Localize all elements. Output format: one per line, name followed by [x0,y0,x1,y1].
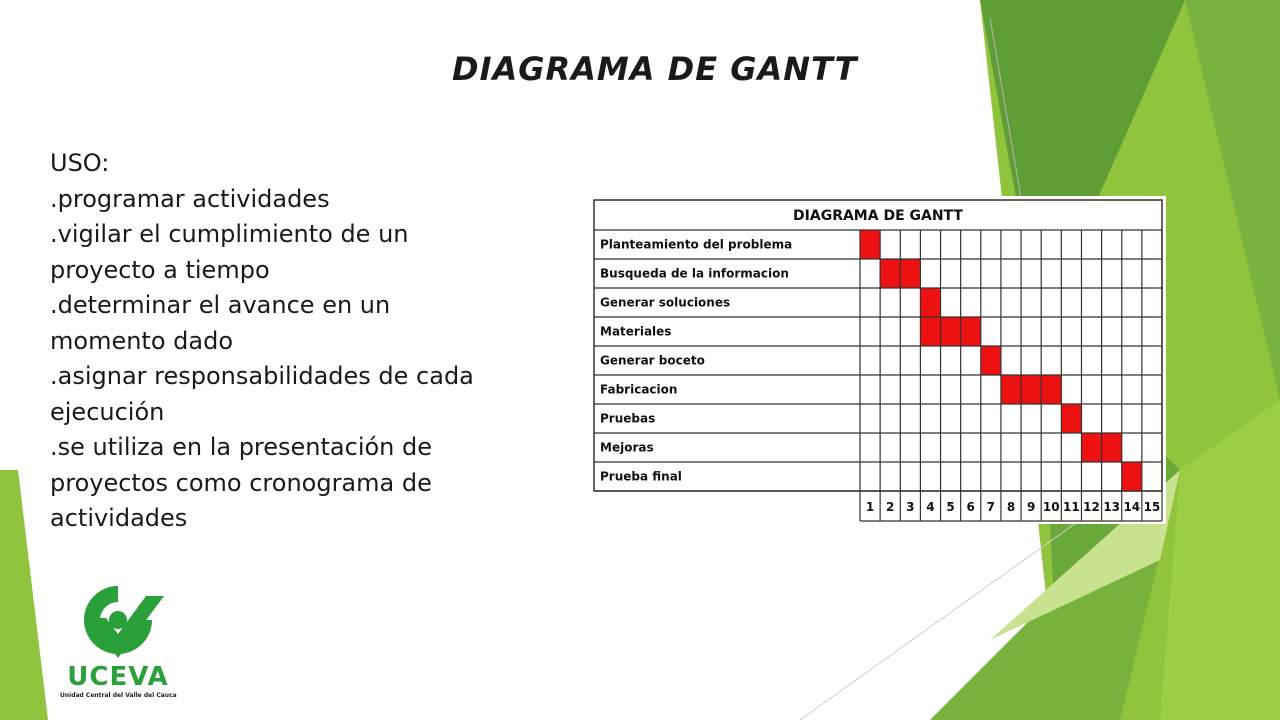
gantt-bar-cell [1061,404,1081,433]
gantt-period-label: 7 [986,500,996,514]
gantt-task-label: Prueba final [600,469,682,484]
gantt-period-label: 13 [1103,500,1121,514]
gantt-task-label: Mejoras [600,440,654,455]
uceva-logo [60,578,176,700]
gantt-period-label: 15 [1143,500,1161,514]
body-line: ejecución [50,397,165,426]
gantt-bar-cell [981,346,1001,375]
gantt-period-label: 2 [886,500,895,514]
green-sliver-left [0,470,48,720]
gantt-bar-cell [1122,462,1142,491]
body-line: .asignar responsabilidades de cada [50,362,474,390]
gantt-period-label: 14 [1123,500,1141,514]
gantt-task-label: Materiales [600,324,672,339]
gantt-bar-cell [920,317,940,346]
body-line: momento dado [50,326,233,355]
body-line: .programar actividades [50,184,330,213]
gantt-bar-cell [860,230,880,259]
gantt-task-label: Pruebas [600,411,656,426]
body-line: actividades [50,504,188,532]
gantt-bar-cell [900,259,920,288]
gantt-period-label: 1 [865,500,875,514]
gantt-task-label: Fabricacion [600,382,678,397]
gantt-bar-cell [880,259,900,288]
gantt-period-label: 5 [946,500,955,514]
uceva-emblem-icon [60,578,176,662]
gantt-period-label: 8 [1006,500,1016,514]
gantt-task-label: Busqueda de la informacion [600,266,789,281]
gantt-chart [590,196,1166,524]
gantt-task-label: Planteamiento del problema [600,237,793,252]
body-line: USO: [50,149,110,177]
gantt-bar-cell [1081,433,1101,462]
gantt-task-label: Generar boceto [600,353,705,368]
gantt-period-label: 6 [966,500,975,514]
gantt-period-label: 11 [1063,500,1080,514]
gantt-chart-image [590,196,1166,524]
body-line: .determinar el avance en un [50,291,391,319]
logo-subtitle: Unidad Central del Valle del Cauca [60,692,177,699]
gantt-bar-cell [1001,375,1021,404]
gantt-bar-cell [920,288,940,317]
gantt-period-label: 12 [1083,500,1100,514]
gantt-task-label: Generar soluciones [600,295,731,310]
body-line: proyectos como cronograma de [50,468,432,497]
gantt-bar-cell [1041,375,1061,404]
gantt-bar-cell [961,317,981,346]
body-line: .se utiliza en la presentación de [50,433,433,461]
gantt-period-label: 9 [1026,500,1036,514]
gantt-bar-cell [1102,433,1122,462]
logo-wordmark: UCEVA [67,662,169,692]
body-line: .vigilar el cumplimiento de un [50,220,409,248]
gantt-bar-cell [1021,375,1041,404]
gantt-period-label: 10 [1042,500,1060,514]
body-text [50,146,570,537]
body-line: proyecto a tiempo [50,255,270,284]
gantt-bar-cell [941,317,961,346]
gantt-period-label: 4 [926,500,935,514]
gantt-period-label: 3 [906,500,915,514]
gantt-heading: DIAGRAMA DE GANTT [793,208,963,224]
slide-title: DIAGRAMA DE GANTT [452,50,858,88]
